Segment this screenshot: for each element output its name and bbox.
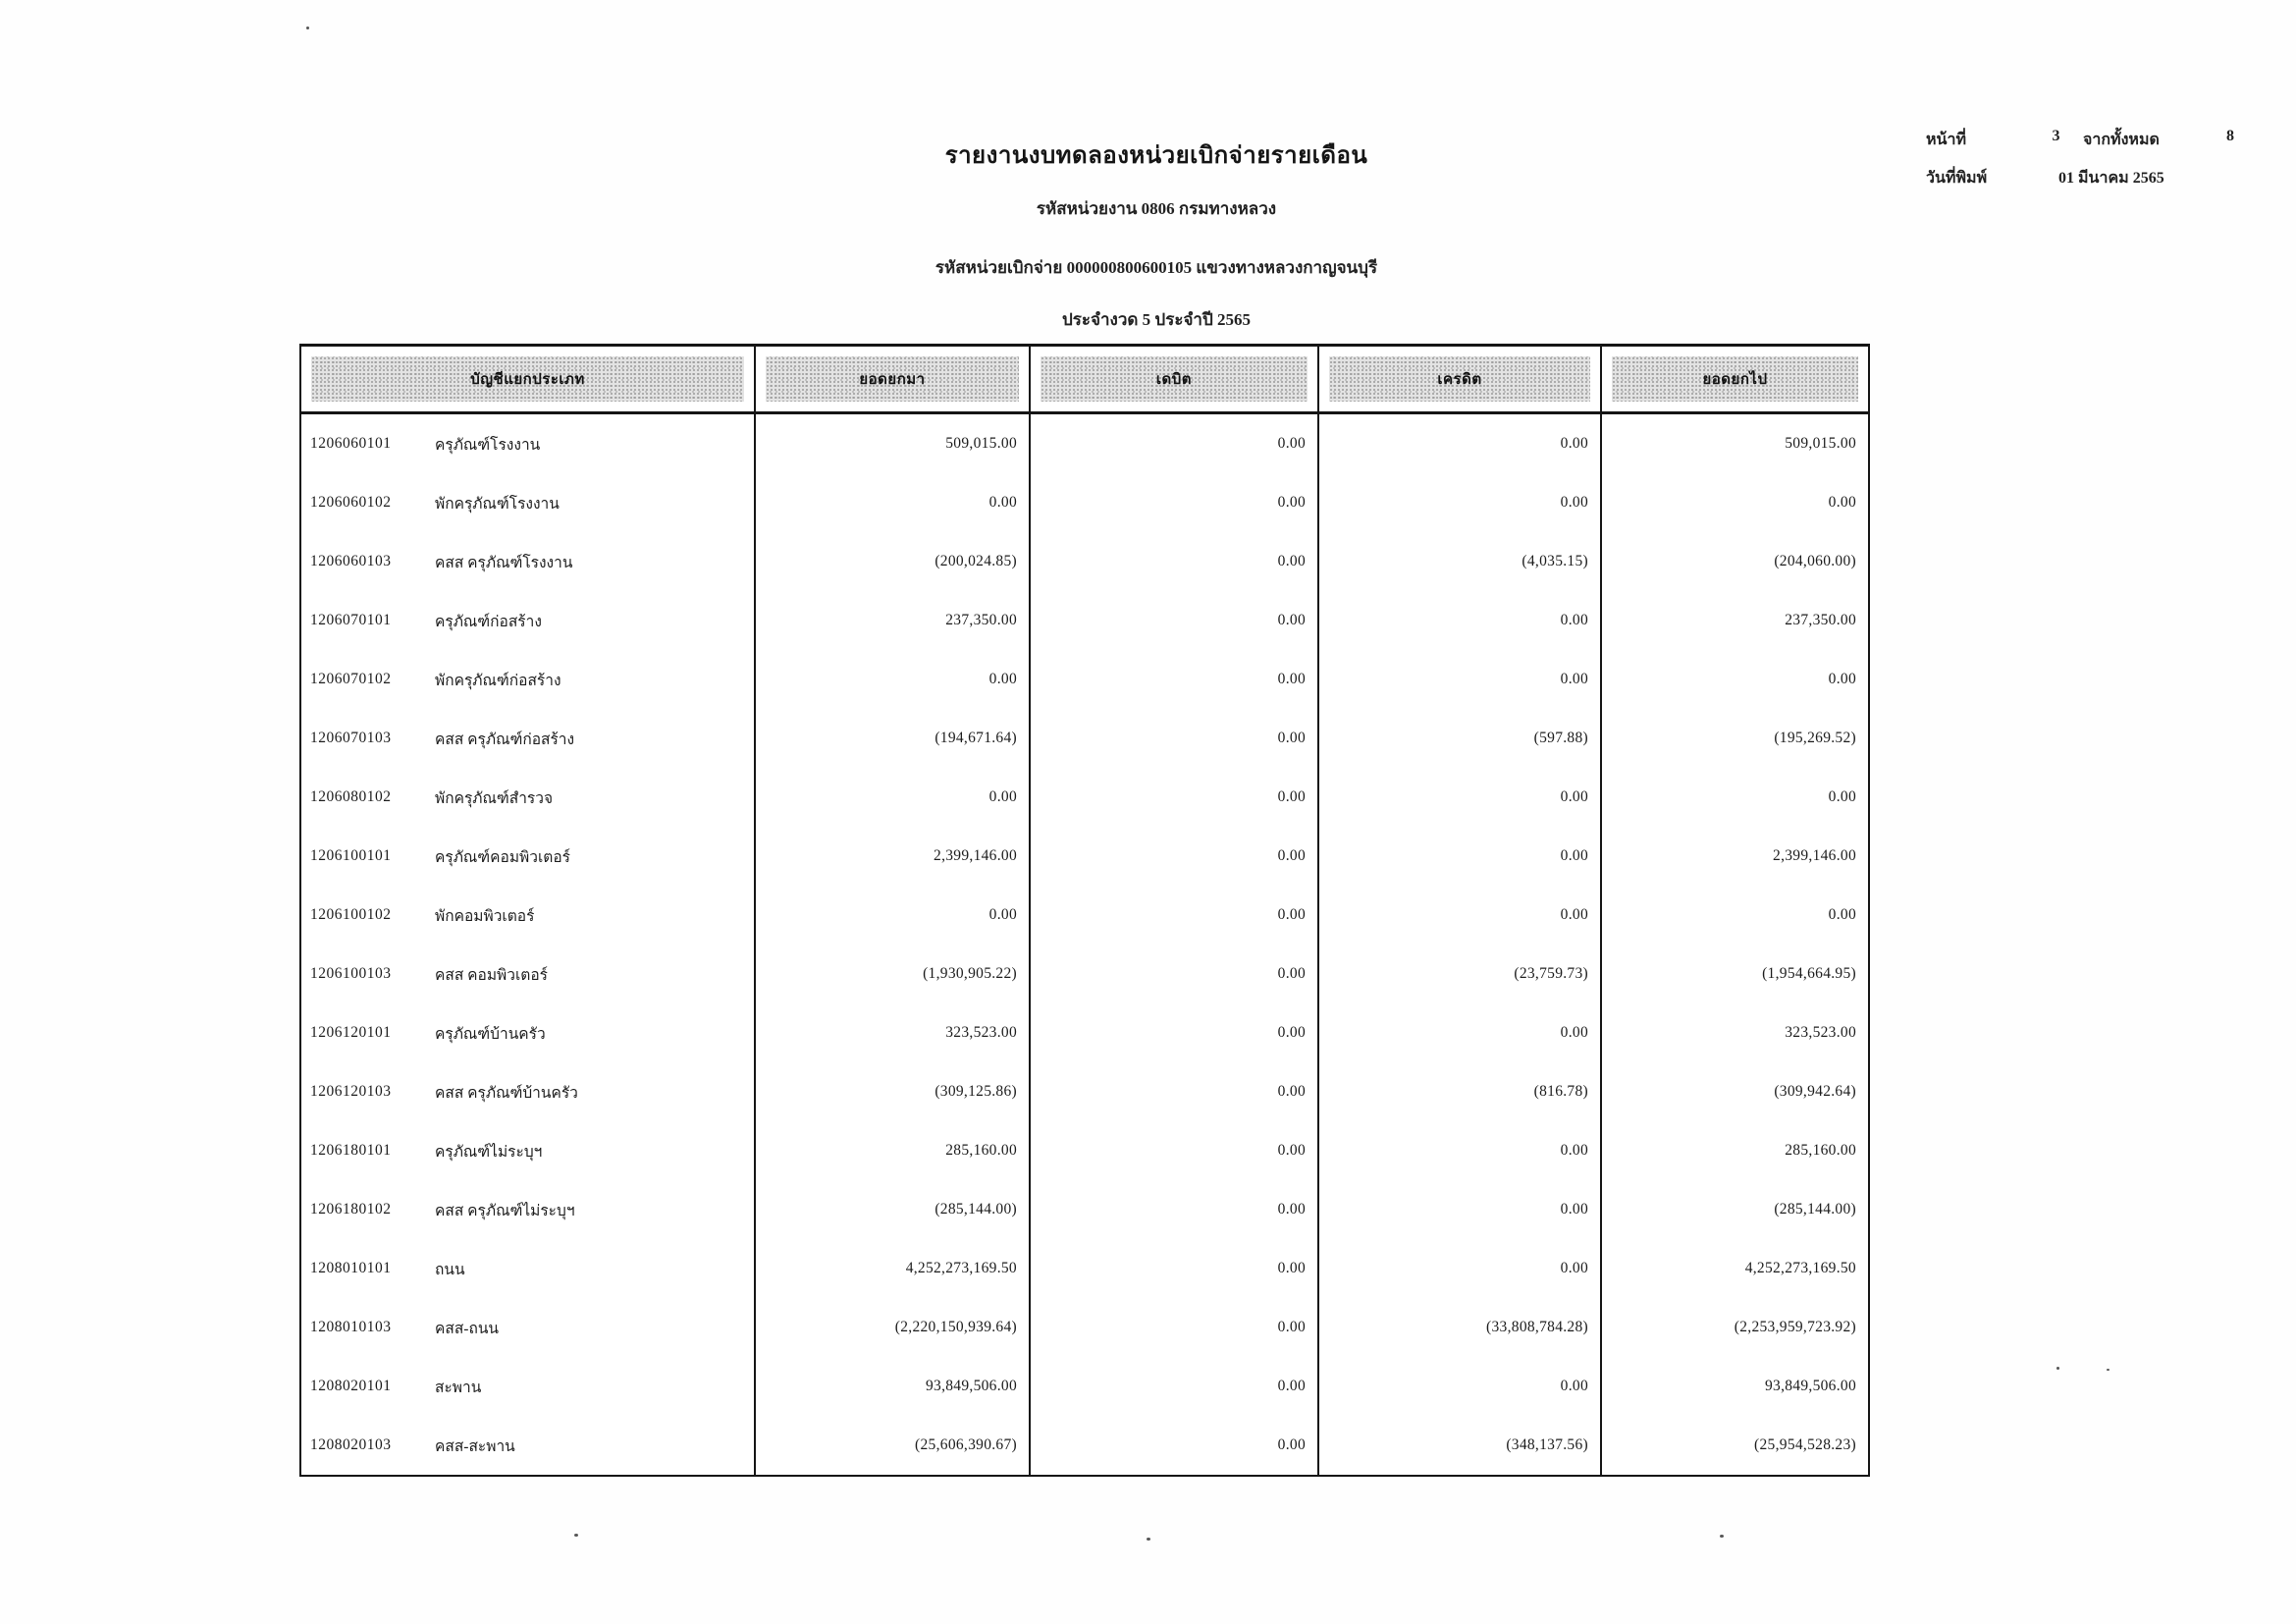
opening-balance-value: 285,160.00 [756, 1121, 1031, 1180]
header-label-closing-balance: ยอดยกไป [1612, 356, 1858, 402]
print-date-row [1926, 166, 2269, 190]
table-body [301, 414, 1868, 1475]
account-cell [301, 1357, 756, 1416]
credit-value: 0.00 [1319, 414, 1602, 473]
table-row [301, 1003, 1868, 1062]
opening-balance-value: (25,606,390.67) [756, 1416, 1031, 1475]
credit-value: (597.88) [1319, 709, 1602, 768]
account-name: พักคอมพิวเตอร์ [435, 907, 535, 925]
opening-balance-value: (194,671.64) [756, 709, 1031, 768]
account-name: ถนน [435, 1261, 465, 1278]
opening-balance-value: (285,144.00) [756, 1180, 1031, 1239]
account-cell [301, 591, 756, 650]
opening-balance-value: 323,523.00 [756, 1003, 1031, 1062]
account-cell [301, 886, 756, 945]
account-code: 1208010101 [310, 1260, 392, 1276]
debit-value: 0.00 [1031, 1357, 1319, 1416]
credit-value: 0.00 [1319, 650, 1602, 709]
account-name: คสส คอมพิวเตอร์ [435, 966, 548, 984]
table-row [301, 1180, 1868, 1239]
table-row [301, 827, 1868, 886]
page-label: หน้าที่ [1926, 132, 1967, 148]
account-cell [301, 1180, 756, 1239]
credit-value: (4,035.15) [1319, 532, 1602, 591]
account-code: 1206100101 [310, 847, 392, 864]
account-code: 1206100103 [310, 965, 392, 982]
opening-balance-value: 0.00 [756, 768, 1031, 827]
table-row [301, 709, 1868, 768]
closing-balance-value: 93,849,506.00 [1764, 1378, 1856, 1394]
account-code: 1208020103 [310, 1436, 392, 1453]
closing-balance-value: (285,144.00) [1774, 1201, 1856, 1218]
header-label-opening-balance: ยอดยกมา [766, 356, 1019, 402]
table-row [301, 1298, 1868, 1357]
account-name: สะพาน [435, 1379, 482, 1396]
closing-balance-value: (204,060.00) [1774, 553, 1856, 569]
account-name: คสส-ถนน [435, 1320, 500, 1337]
debit-value: 0.00 [1031, 945, 1319, 1003]
account-name: ครุภัณฑ์บ้านครัว [435, 1025, 546, 1043]
header-cell-closing-balance [1602, 347, 1868, 411]
opening-balance-value: 237,350.00 [756, 591, 1031, 650]
account-code: 1206080102 [310, 788, 392, 805]
opening-balance-value: 0.00 [756, 650, 1031, 709]
table-row [301, 1239, 1868, 1298]
table-row [301, 414, 1868, 473]
scan-speck [1147, 1538, 1150, 1541]
opening-balance-value: (1,930,905.22) [756, 945, 1031, 1003]
debit-value: 0.00 [1031, 1298, 1319, 1357]
org-code-line: รหัสหน่วยงาน 0806 กรมทางหลวง [1036, 199, 1277, 218]
account-name: คสส ครุภัณฑ์โรงงาน [435, 554, 573, 571]
scan-speck [574, 1534, 578, 1537]
credit-value: 0.00 [1319, 827, 1602, 886]
opening-balance-value: (200,024.85) [756, 532, 1031, 591]
closing-balance-value: (1,954,664.95) [1762, 965, 1856, 982]
debit-value: 0.00 [1031, 827, 1319, 886]
closing-balance-value: 0.00 [1828, 906, 1856, 923]
debit-value: 0.00 [1031, 1416, 1319, 1475]
page-info [1926, 128, 2269, 204]
account-cell [301, 945, 756, 1003]
account-code: 1208010103 [310, 1319, 392, 1335]
debit-value: 0.00 [1031, 709, 1319, 768]
report-heading [371, 135, 1942, 333]
debit-value: 0.00 [1031, 1180, 1319, 1239]
print-date: 01 มีนาคม 2565 [2058, 170, 2164, 187]
table-row [301, 886, 1868, 945]
table-row [301, 1357, 1868, 1416]
closing-balance-value: 2,399,146.00 [1773, 847, 1856, 864]
account-code: 1206070102 [310, 671, 392, 687]
account-cell [301, 1416, 756, 1475]
credit-value: (33,808,784.28) [1319, 1298, 1602, 1357]
account-code: 1206060103 [310, 553, 392, 569]
credit-value: 0.00 [1319, 1003, 1602, 1062]
debit-value: 0.00 [1031, 1239, 1319, 1298]
closing-balance-value: 4,252,273,169.50 [1744, 1260, 1856, 1276]
account-cell [301, 768, 756, 827]
account-code: 1208020101 [310, 1378, 392, 1394]
credit-value: (816.78) [1319, 1062, 1602, 1121]
table-row [301, 650, 1868, 709]
closing-balance-value: 0.00 [1828, 788, 1856, 805]
opening-balance-value: 0.00 [756, 473, 1031, 532]
closing-balance-value: (309,942.64) [1774, 1083, 1856, 1100]
account-name: คสส ครุภัณฑ์ก่อสร้าง [435, 731, 575, 748]
credit-value: 0.00 [1319, 473, 1602, 532]
table-row [301, 1062, 1868, 1121]
account-code: 1206070103 [310, 730, 392, 746]
page-number-row [1926, 128, 2269, 152]
page-number: 3 [2052, 128, 2060, 144]
account-name: ครุภัณฑ์คอมพิวเตอร์ [435, 848, 570, 866]
account-cell [301, 1298, 756, 1357]
account-cell [301, 1003, 756, 1062]
account-name: ครุภัณฑ์โรงงาน [435, 436, 541, 454]
credit-value: 0.00 [1319, 1121, 1602, 1180]
account-name: คสส ครุภัณฑ์บ้านครัว [435, 1084, 578, 1102]
report-title: รายงานงบทดลองหน่วยเบิกจ่ายรายเดือน [944, 143, 1368, 169]
header-label-debit: เดบิต [1041, 356, 1308, 402]
scan-speck [2056, 1367, 2059, 1370]
header-cell-debit [1031, 347, 1319, 411]
account-cell [301, 1062, 756, 1121]
opening-balance-value: 2,399,146.00 [756, 827, 1031, 886]
account-cell [301, 473, 756, 532]
account-cell [301, 650, 756, 709]
account-name: ครุภัณฑ์ก่อสร้าง [435, 613, 542, 630]
opening-balance-value: 509,015.00 [756, 414, 1031, 473]
credit-value: 0.00 [1319, 768, 1602, 827]
table-row [301, 1121, 1868, 1180]
debit-value: 0.00 [1031, 414, 1319, 473]
credit-value: 0.00 [1319, 1357, 1602, 1416]
account-code: 1206070101 [310, 612, 392, 628]
scan-speck [1720, 1535, 1724, 1538]
account-code: 1206100102 [310, 906, 392, 923]
account-name: พักครุภัณฑ์โรงงาน [435, 495, 560, 513]
debit-value: 0.00 [1031, 473, 1319, 532]
header-label-credit: เครดิต [1329, 356, 1590, 402]
account-code: 1206180102 [310, 1201, 392, 1218]
account-name: พักครุภัณฑ์ก่อสร้าง [435, 672, 561, 689]
table-row [301, 591, 1868, 650]
opening-balance-value: 4,252,273,169.50 [756, 1239, 1031, 1298]
closing-balance-value: 0.00 [1828, 671, 1856, 687]
account-code: 1206060101 [310, 435, 392, 452]
account-cell [301, 414, 756, 473]
table-header-row [301, 347, 1868, 414]
credit-value: 0.00 [1319, 1180, 1602, 1239]
closing-balance-value: 323,523.00 [1785, 1024, 1856, 1041]
account-cell [301, 532, 756, 591]
credit-value: 0.00 [1319, 886, 1602, 945]
opening-balance-value: 0.00 [756, 886, 1031, 945]
closing-balance-value: 509,015.00 [1785, 435, 1856, 452]
closing-balance-value: (195,269.52) [1774, 730, 1856, 746]
account-name: พักครุภัณฑ์สำรวจ [435, 789, 554, 807]
header-cell-account [301, 347, 756, 411]
trial-balance-table [299, 344, 1870, 1477]
closing-balance-value: (2,253,959,723.92) [1734, 1319, 1856, 1335]
credit-value: 0.00 [1319, 591, 1602, 650]
debit-value: 0.00 [1031, 532, 1319, 591]
account-cell [301, 709, 756, 768]
account-name: คสส-สะพาน [435, 1437, 515, 1455]
account-code: 1206180101 [310, 1142, 392, 1159]
scan-speck [2107, 1369, 2109, 1371]
account-cell [301, 1239, 756, 1298]
table-row [301, 945, 1868, 1003]
closing-balance-value: (25,954,528.23) [1754, 1436, 1856, 1453]
disbursement-unit-line: รหัสหน่วยเบิกจ่าย 000000800600105 แขวงทางหลวงกาญจนบุรี [934, 258, 1378, 277]
header-cell-opening-balance [756, 347, 1031, 411]
scan-speck [306, 27, 309, 29]
header-cell-credit [1319, 347, 1602, 411]
closing-balance-value: 285,160.00 [1785, 1142, 1856, 1159]
opening-balance-value: (309,125.86) [756, 1062, 1031, 1121]
account-cell [301, 1121, 756, 1180]
debit-value: 0.00 [1031, 768, 1319, 827]
debit-value: 0.00 [1031, 1003, 1319, 1062]
debit-value: 0.00 [1031, 886, 1319, 945]
opening-balance-value: (2,220,150,939.64) [756, 1298, 1031, 1357]
account-code: 1206120103 [310, 1083, 392, 1100]
opening-balance-value: 93,849,506.00 [756, 1357, 1031, 1416]
credit-value: (23,759.73) [1319, 945, 1602, 1003]
print-date-label: วันที่พิมพ์ [1926, 170, 1988, 187]
account-name: ครุภัณฑ์ไม่ระบุฯ [435, 1143, 543, 1161]
credit-value: (348,137.56) [1319, 1416, 1602, 1475]
table-row [301, 1416, 1868, 1475]
debit-value: 0.00 [1031, 1062, 1319, 1121]
account-code: 1206060102 [310, 494, 392, 511]
total-pages-label: จากทั้งหมด [2083, 132, 2160, 148]
credit-value: 0.00 [1319, 1239, 1602, 1298]
debit-value: 0.00 [1031, 650, 1319, 709]
table-row [301, 473, 1868, 532]
account-cell [301, 827, 756, 886]
period-line: ประจำงวด 5 ประจำปี 2565 [1061, 310, 1252, 329]
account-code: 1206120101 [310, 1024, 392, 1041]
closing-balance-value: 0.00 [1828, 494, 1856, 511]
account-name: คสส ครุภัณฑ์ไม่ระบุฯ [435, 1202, 575, 1219]
closing-balance-value: 237,350.00 [1785, 612, 1856, 628]
debit-value: 0.00 [1031, 1121, 1319, 1180]
table-row [301, 532, 1868, 591]
table-row [301, 768, 1868, 827]
total-pages: 8 [2226, 128, 2234, 144]
debit-value: 0.00 [1031, 591, 1319, 650]
header-label-account: บัญชีแยกประเภท [311, 356, 744, 402]
